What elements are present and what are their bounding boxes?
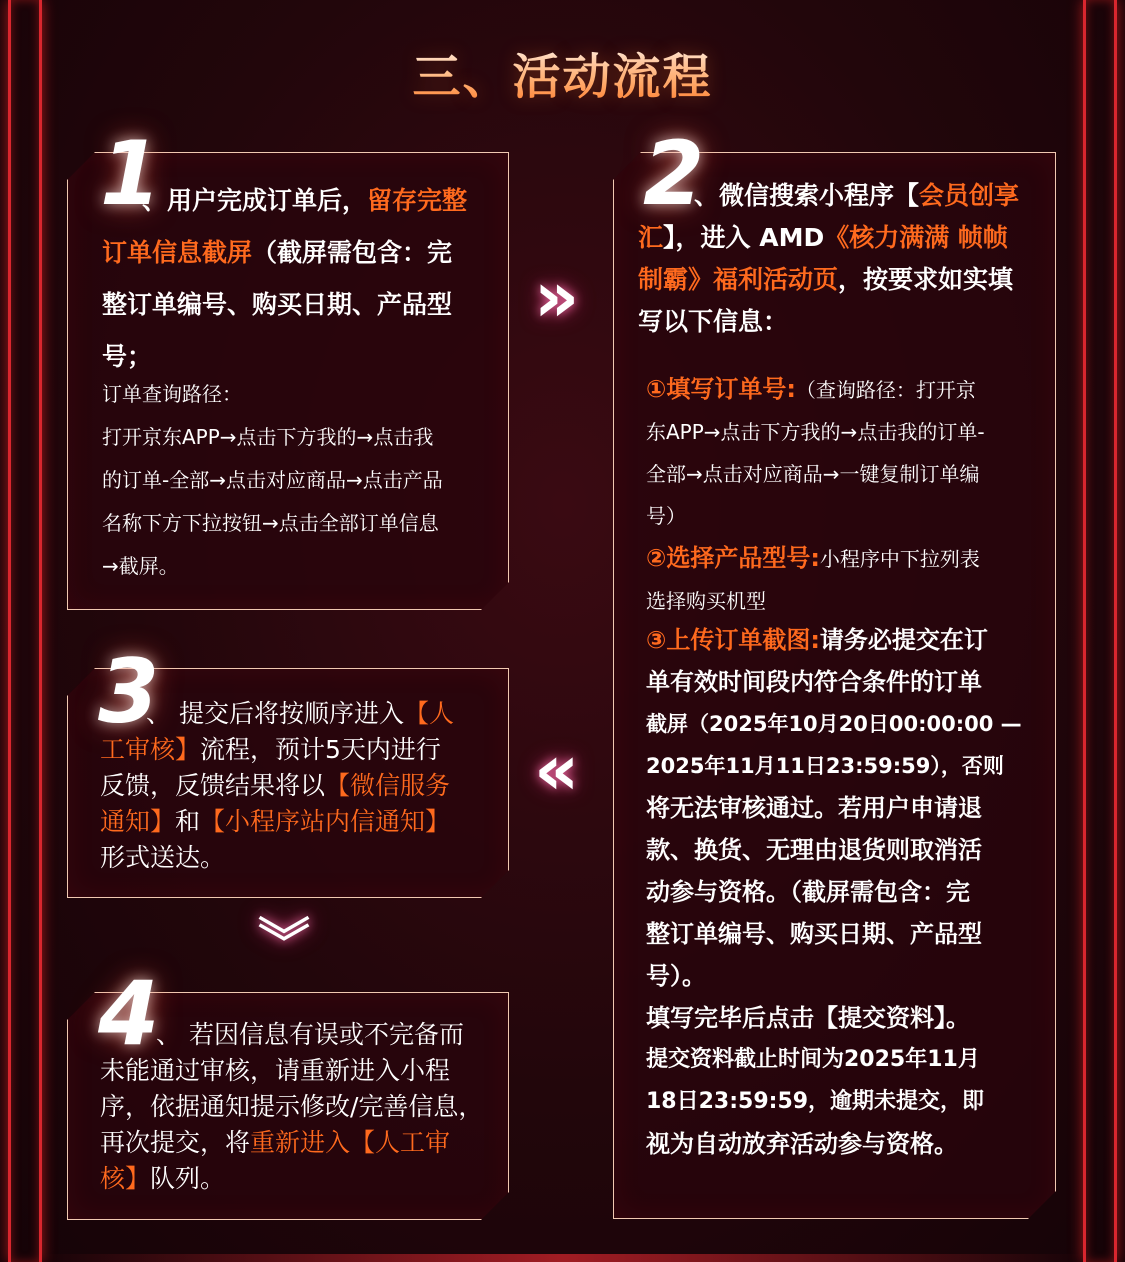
step-2-s3-a: 请务必提交在订 — [819, 626, 988, 654]
step-1-line2b: （截屏需包含：完 — [252, 238, 453, 267]
step-3-l1a: 、 提交后将按顺序进入 — [146, 699, 404, 728]
step-2-s3-g: 动参与资格。（截屏需包含：完 — [646, 878, 970, 906]
step-2-l1a: 、微信搜索小程序【 — [694, 181, 920, 210]
step-2-s1-d: 号） — [646, 504, 686, 528]
step-1-line3: 整订单编号、购买日期、产品型 — [102, 290, 453, 319]
step-2-s1-a: （查询路径：打开京 — [795, 378, 976, 402]
step-1-line1a: 、用户完成订单后， — [142, 186, 368, 215]
step-2-s2-title: ②选择产品型号: — [646, 544, 820, 572]
step-4-l3: 序，依据通知提示修改/完善信息， — [100, 1092, 484, 1121]
step-1-line4: 号； — [102, 342, 153, 371]
arrow-left-icon: « — [534, 729, 580, 811]
step-2-l2c: 《核力满满 帧帧 — [824, 223, 1008, 252]
step-2-s1-title: ①填写订单号: — [646, 375, 796, 403]
step-2-l2b: 】，进入 AMD — [663, 223, 825, 252]
step-3-l5: 形式送达。 — [100, 843, 226, 872]
step-1-line2a: 订单信息截屏 — [102, 238, 253, 267]
step-2-sub3 — [646, 619, 1050, 1165]
arrow-right-icon: » — [534, 256, 580, 338]
arrow-down-icon: ︾ — [258, 914, 311, 974]
step-2-intro — [638, 175, 1050, 343]
step-2-s3-i: 号）。 — [646, 962, 706, 990]
step-4-l4b: 重新进入【人工审 — [250, 1128, 451, 1157]
step-1-path-1: 打开京东APP→点击下方我的→点击我 — [102, 425, 434, 449]
step-2-l3b: ，按要求如实填 — [838, 265, 1014, 294]
step-3-l1b: 【人 — [403, 699, 454, 728]
step-3-l2b: 流程，预计5天内进行 — [200, 735, 441, 764]
step-4-l4a: 再次提交，将 — [100, 1128, 251, 1157]
step-2-l2a: 汇 — [638, 223, 664, 252]
step-2-number: 2 — [643, 122, 705, 225]
step-1-path-title: 订单查询路径： — [102, 382, 242, 406]
step-2-f4: 视为自动放弃活动参与资格。 — [646, 1130, 958, 1158]
step-1-path-2: 的订单-全部→点击对应商品→点击产品 — [102, 468, 443, 492]
step-2-s3-d: 2025年11月11日23:59:59），否则 — [646, 754, 1004, 778]
step-3-l4a: 通知】 — [100, 807, 176, 836]
step-1-line1b: 留存完整 — [367, 186, 468, 215]
step-1-path-4: →截屏。 — [102, 554, 179, 578]
step-2-s3-b: 单有效时间段内符合条件的订单 — [646, 668, 982, 696]
step-1-text — [102, 175, 502, 383]
step-2-f2: 提交资料截止时间为2025年11月 — [646, 1047, 980, 1072]
step-4-l5a: 核】 — [100, 1164, 151, 1193]
step-2-s1-b: 东APP→点击下方我的→点击我的订单- — [646, 420, 985, 444]
step-2-l1b: 会员创享 — [919, 181, 1020, 210]
step-3-text — [100, 696, 500, 876]
step-3-l4c: 【小程序站内信通知】 — [200, 807, 451, 836]
step-3-l3b: 【微信服务 — [325, 771, 451, 800]
step-4-text — [100, 1017, 504, 1197]
step-4-l2: 未能通过审核，请重新进入小程 — [100, 1056, 451, 1085]
left-frame-border — [8, 0, 42, 1262]
step-2-f3: 18日23:59:59，逾期未提交，即 — [646, 1089, 985, 1114]
step-2-sub1 — [646, 368, 1046, 622]
step-3-l2a: 工审核】 — [100, 735, 201, 764]
step-2-s3-e: 将无法审核通过。若用户申请退 — [646, 794, 982, 822]
step-3-l4b: 和 — [175, 807, 201, 836]
step-4-l5b: 队列。 — [150, 1164, 226, 1193]
step-1-number: 1 — [100, 122, 162, 225]
step-4-l1: 、 若因信息有误或不完备而 — [156, 1020, 464, 1049]
step-2-s3-title: ③上传订单截图: — [646, 626, 820, 654]
step-3-number: 3 — [98, 640, 160, 743]
step-2-l3a: 制霸》福利活动页 — [638, 265, 839, 294]
step-2-s3-c: 截屏（2025年10月20日00:00:00 — — [646, 712, 1022, 736]
step-2-s2-b: 选择购买机型 — [646, 589, 766, 613]
step-1-path — [102, 373, 502, 588]
step-2-s3-h: 整订单编号、购买日期、产品型 — [646, 920, 982, 948]
step-2-f1: 填写完毕后点击【提交资料】。 — [646, 1004, 970, 1032]
step-4-number: 4 — [98, 962, 160, 1065]
step-2-s3-f: 款、换货、无理由退货则取消活 — [646, 836, 982, 864]
bottom-glow — [40, 1254, 1085, 1262]
step-2-s2-a: 小程序中下拉列表 — [819, 547, 980, 571]
step-2-s1-c: 全部→点击对应商品→一键复制订单编 — [646, 462, 980, 486]
section-title: 三、活动流程 — [0, 38, 1125, 107]
step-3-l3a: 反馈，反馈结果将以 — [100, 771, 326, 800]
step-1-path-3: 名称下方下拉按钮→点击全部订单信息 — [102, 511, 439, 535]
step-2-l4: 写以下信息： — [638, 307, 789, 336]
right-frame-border — [1083, 0, 1117, 1262]
